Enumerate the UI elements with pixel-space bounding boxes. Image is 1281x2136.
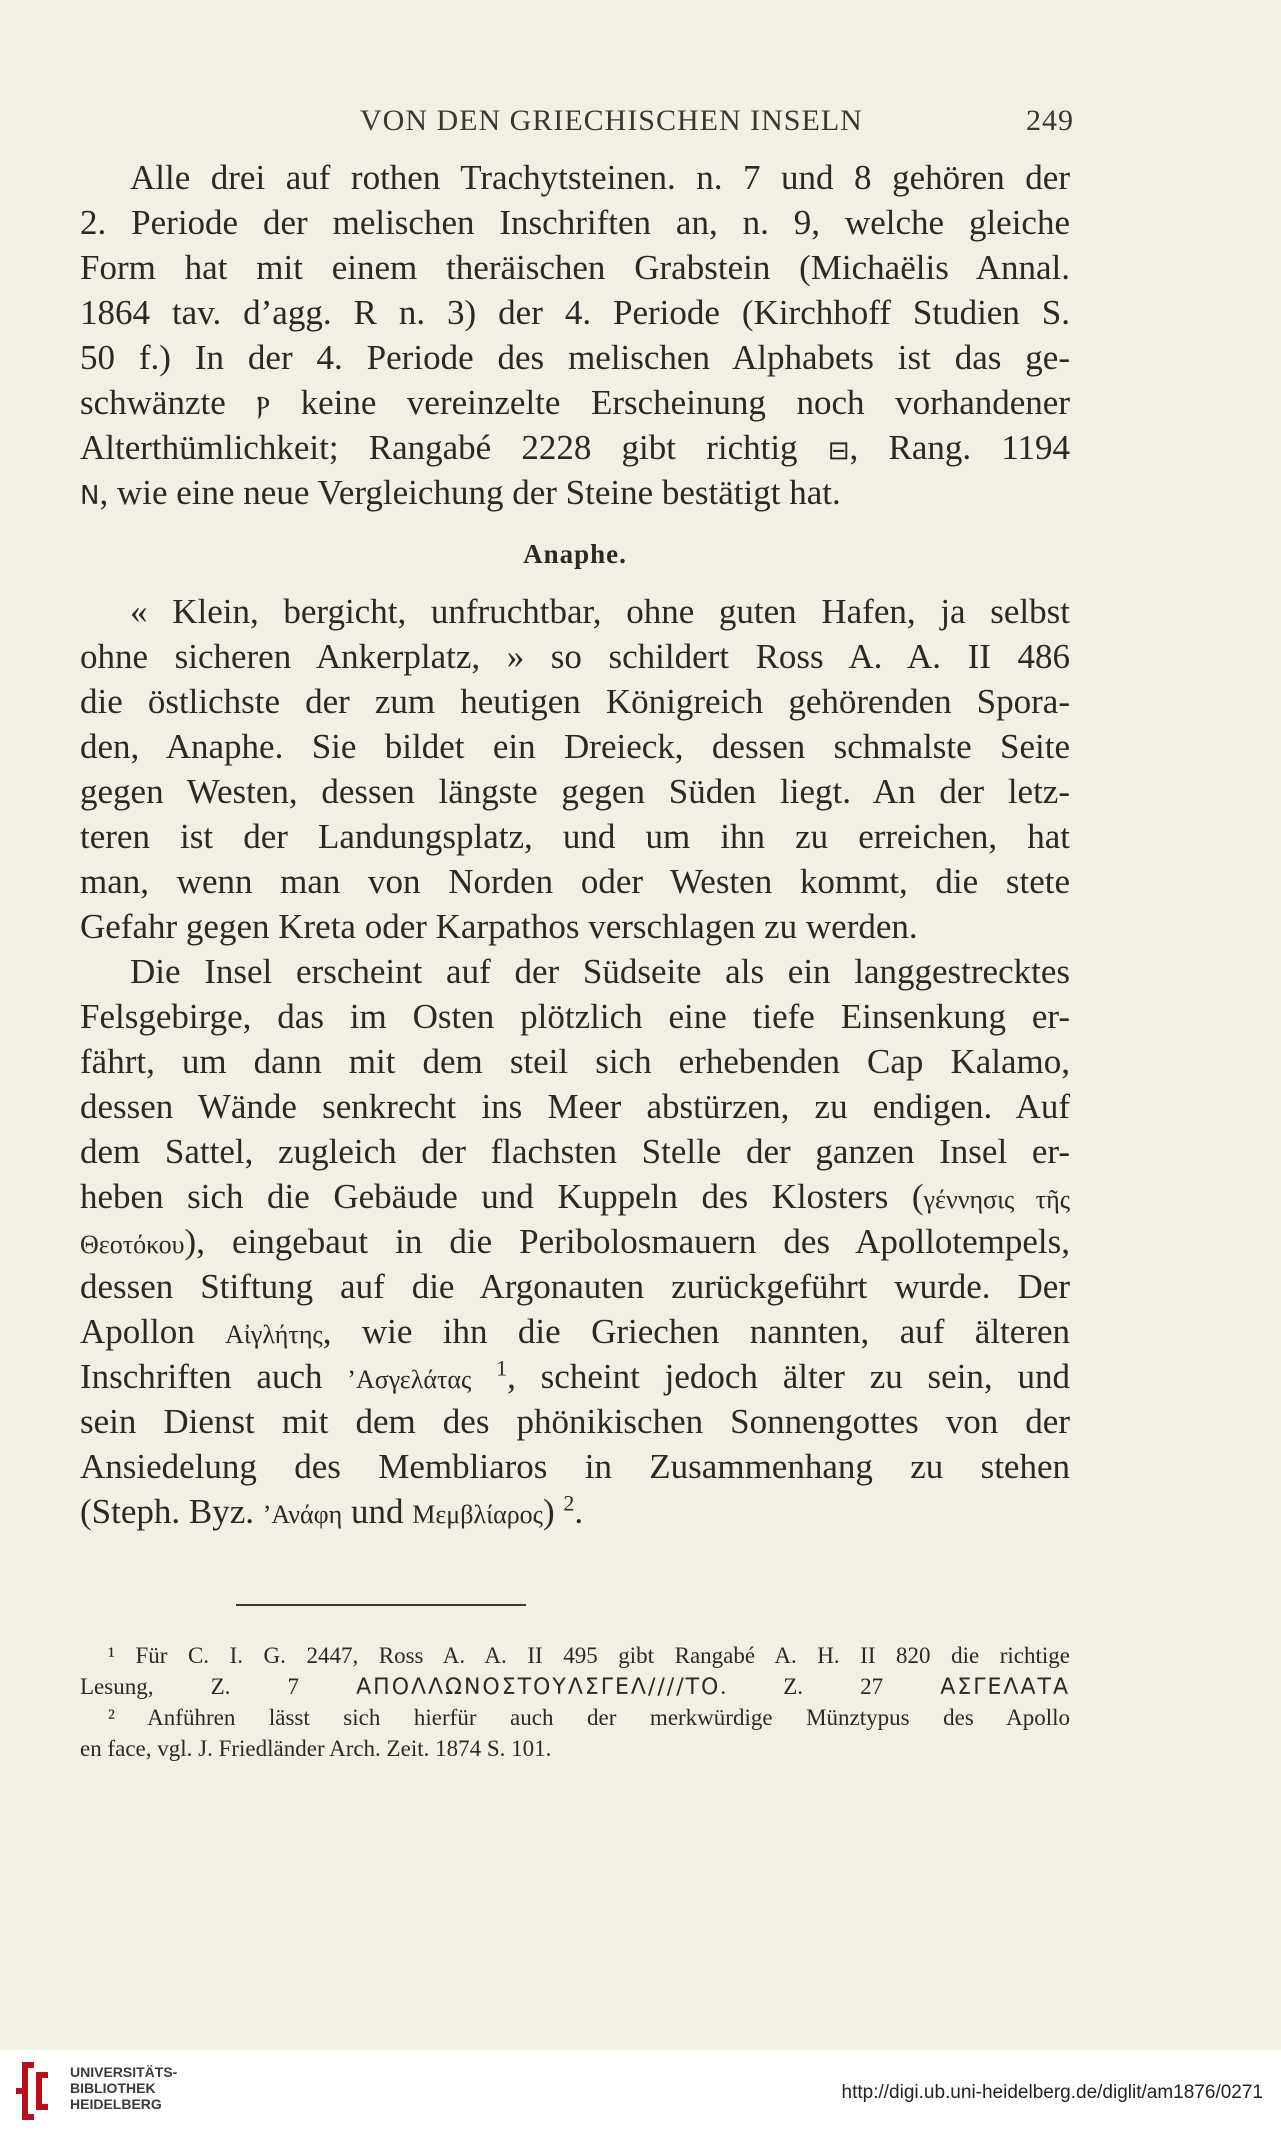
text-span: ), eingebaut in die Peribolosmauern des Apollotempels, [184,1222,1070,1261]
text-line: Form hat mit einem theräischen Grabstein (Michaëlis Annal. [80,248,1070,287]
text-line: fährt, um dann mit dem steil sich erhebenden Cap Kalamo, [80,1042,1070,1081]
text-line: Felsgebirge, das im Osten plötzlich eine tiefe Einsenkung er- [80,997,1070,1036]
text-span: und [351,1492,404,1531]
greek-text: ’Ανάφη [262,1500,343,1529]
text-line: 1864 tav. d’agg. R n. 3) der 4. Periode (Kirchhoff Studien S. [80,293,1070,332]
text-line: dessen Stiftung auf die Argonauten zurückgeführt wurde. Der [80,1267,1070,1306]
text-line: 50 f.) In der 4. Periode des melischen Alphabets ist das ge- [80,338,1070,377]
text-span: Apollon [80,1312,195,1351]
nu-symbol: Ν [80,481,100,511]
text-line: teren ist der Landungsplatz, und um ihn zu erreichen, hat [80,817,1070,856]
text-line: man, wenn man von Norden oder Westen kommt, die stete [80,862,1070,901]
text-line [80,1489,1070,1534]
viewer-footer [0,2050,1281,2136]
running-title: VON DEN GRIECHISCHEN INSELN [360,104,863,137]
text-span: , wie eine neue Vergleichung der Steine bestätigt hat. [99,473,841,512]
heta-symbol: ⊟ [827,436,850,466]
text-line: Gefahr gegen Kreta oder Karpathos verschlagen zu werden. [80,907,918,946]
text-line [80,1309,1070,1354]
library-name-line: BIBLIOTHEK [70,2080,156,2096]
main-text [80,155,1070,1534]
paragraph-2 [80,589,1070,949]
tailed-rho-symbol: Ⲣ [256,391,271,421]
footnote-line: ² Anführen lässt sich hierfür auch der merkwürdige Münztypus des Apollo [108,1705,1070,1730]
greek-text: Θεοτόκου [80,1230,185,1259]
text-span: Alterthümlichkeit; Rangabé 2228 gibt richtig [80,428,798,467]
inscription-text: ΑΣΓΕΛΑΤΑ [940,1675,1070,1700]
paragraph-3 [80,949,1070,1534]
text-span: . [574,1492,584,1531]
greek-text: Αἰγλήτης [225,1320,323,1349]
text-line [80,1354,1070,1399]
text-span: keine vereinzelte Erscheinung noch vorhandener [300,383,1070,422]
text-span: Inschriften auch [80,1357,323,1396]
footnote-line [80,1671,1070,1702]
text-line: den, Anaphe. Sie bildet ein Dreieck, dessen schmalste Seite [80,727,1070,766]
page-number: 249 [1026,104,1074,137]
text-line: dessen Wände senkrecht ins Meer abstürzen, zu endigen. Auf [80,1087,1070,1126]
text-span: , wie ihn die Griechen nannten, auf älteren [322,1312,1070,1351]
text-span: , Rang. 1194 [849,428,1070,467]
inscription-text: ΑΠΟΛΛΩΝΟΣΤΟΥΛΣΓΕΛ////ΤΟ [356,1675,721,1700]
text-line: Alle drei auf rothen Trachytsteinen. n. 7 und 8 gehören der [130,158,1070,197]
library-name-line: UNIVERSITÄTS- [70,2064,178,2080]
text-span: (Steph. Byz. [80,1492,255,1531]
text-line: Ansiedelung des Membliaros in Zusammenhang zu stehen [80,1447,1070,1486]
text-line [80,1219,1070,1264]
text-span: schwänzte [80,383,226,422]
greek-text: Μεμβλίαρος [412,1500,543,1529]
text-line: dem Sattel, zugleich der flachsten Stelle der ganzen Insel er- [80,1132,1070,1171]
text-line: 2. Periode der melischen Inschriften an, n. 9, welche gleiche [80,203,1070,242]
footnote-line: ¹ Für C. I. G. 2447, Ross A. A. II 495 gibt Rangabé A. H. II 820 die richtige [108,1643,1070,1668]
footnote-divider [236,1604,526,1606]
greek-text: γέννησις τῆς [923,1185,1070,1214]
text-line [80,380,1070,425]
text-line: sein Dienst mit dem des phönikischen Sonnengottes von der [80,1402,1070,1441]
greek-text: ’Ασγελάτας [347,1365,472,1394]
text-span: , scheint jedoch älter zu sein, und [507,1357,1070,1396]
text-line [80,1174,1070,1219]
text-line: Die Insel erscheint auf der Südseite als ein langgestrecktes [130,952,1070,991]
paragraph-1 [80,155,1070,515]
text-line [80,470,1070,515]
section-title: Anaphe. [523,539,627,569]
text-line: « Klein, bergicht, unfruchtbar, ohne guten Hafen, ja selbst [130,592,1070,631]
text-line: die östlichste der zum heutigen Königreich gehörenden Spora- [80,682,1070,721]
footnote-ref-1: 1 [496,1355,508,1381]
text-span: . Z. 27 [720,1674,884,1699]
text-span: heben sich die Gebäude und Kuppeln des Klosters ( [80,1177,924,1216]
text-line: ohne sicheren Ankerplatz, » so schildert Ross A. A. II 486 [80,637,1070,676]
text-line [80,425,1070,470]
text-line: gegen Westen, dessen längste gegen Süden liegt. An der letz- [80,772,1070,811]
footnotes [80,1640,1070,1764]
footnote-line: en face, vgl. J. Friedländer Arch. Zeit. 1874 S. 101. [80,1736,552,1761]
permalink-url[interactable]: http://digi.ub.uni-heidelberg.de/diglit/am1876/0271 [841,2082,1263,2103]
text-span: ) [542,1492,555,1531]
footnote-ref-2: 2 [563,1490,575,1516]
library-logo-icon [14,2060,56,2122]
library-name [70,2064,177,2112]
library-name-line: HEIDELBERG [70,2096,162,2112]
text-span: Lesung, Z. 7 [80,1674,299,1699]
